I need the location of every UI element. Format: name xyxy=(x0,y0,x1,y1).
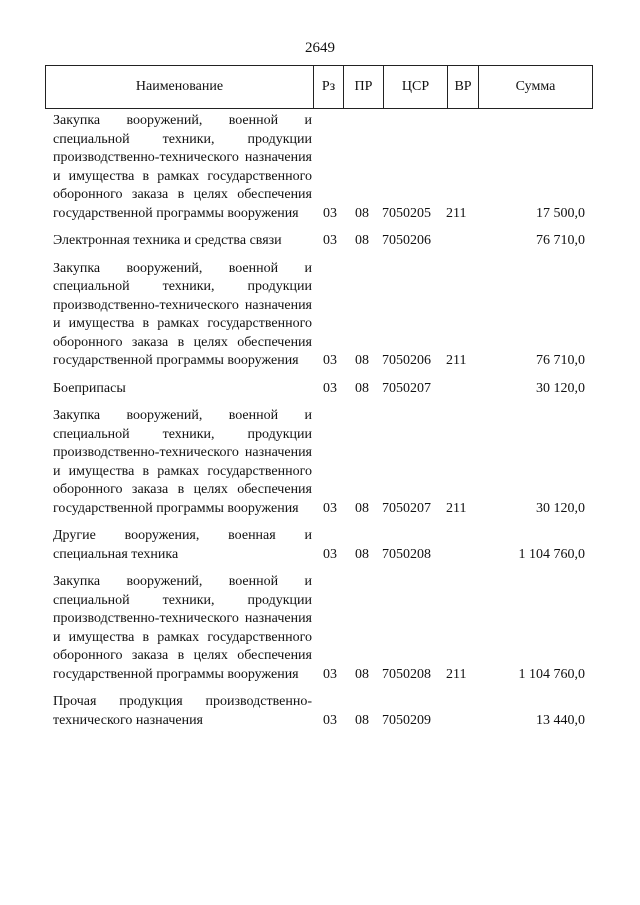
header-name: Наименование xyxy=(135,79,224,94)
row-pr: 08 xyxy=(355,380,369,396)
table-row xyxy=(53,693,593,730)
row-sum: 30 120,0 xyxy=(536,500,585,516)
row-sum: 30 120,0 xyxy=(536,380,585,396)
row-name: Прочая продукция производственно-технического назначения xyxy=(53,694,312,728)
table-row xyxy=(53,232,593,251)
row-name: Другие вооружения, военная и специальная техника xyxy=(53,528,312,562)
header-csr: ЦСР xyxy=(383,66,447,108)
row-rz: 03 xyxy=(323,666,337,682)
header-rz: Рз xyxy=(313,66,343,108)
row-csr: 7050207 xyxy=(382,380,431,396)
row-csr: 7050206 xyxy=(382,233,431,248)
row-name: Боеприпасы xyxy=(53,380,126,396)
row-name: Электронная техника и средства связи xyxy=(53,233,282,248)
row-pr: 08 xyxy=(355,666,369,682)
table-row xyxy=(53,573,593,684)
row-pr: 08 xyxy=(355,353,369,368)
row-pr: 08 xyxy=(355,546,369,562)
row-rz: 03 xyxy=(323,205,337,221)
header-vr: ВР xyxy=(447,66,478,108)
table-row xyxy=(53,527,593,564)
page-number: 2649 xyxy=(305,40,335,56)
row-name: Закупка вооружений, военной и специальной техники, продукции производственно-технического назначения и имущества в рамках государственного оборонного заказа в целях обеспечения государственной программы вооружения xyxy=(53,113,312,221)
row-rz: 03 xyxy=(323,712,337,728)
row-name: Закупка вооружений, военной и специальной техники, продукции производственно-технического назначения и имущества в рамках государственного оборонного заказа в целях обеспечения государственной программы вооружения xyxy=(53,260,312,368)
row-vr: 211 xyxy=(446,500,467,516)
table-row xyxy=(53,112,593,223)
row-rz: 03 xyxy=(323,380,337,396)
table-row xyxy=(53,260,593,371)
row-pr: 08 xyxy=(355,233,369,248)
row-name: Закупка вооружений, военной и специальной техники, продукции производственно-технического назначения и имущества в рамках государственного оборонного заказа в целях обеспечения государственной программы вооружения xyxy=(53,574,312,682)
row-vr: 211 xyxy=(446,666,467,682)
row-vr: 211 xyxy=(446,353,467,368)
row-csr: 7050208 xyxy=(382,666,431,682)
row-rz: 03 xyxy=(323,353,337,368)
header-sum: Сумма xyxy=(478,66,592,108)
row-rz: 03 xyxy=(323,233,337,248)
row-csr: 7050206 xyxy=(382,353,431,368)
row-pr: 08 xyxy=(355,712,369,728)
row-sum: 1 104 760,0 xyxy=(518,666,585,682)
row-sum: 13 440,0 xyxy=(536,712,585,728)
header-pr: ПР xyxy=(343,66,383,108)
row-sum: 76 710,0 xyxy=(536,353,585,368)
row-csr: 7050205 xyxy=(382,205,431,221)
table-header xyxy=(45,65,593,109)
row-vr: 211 xyxy=(446,205,467,221)
row-rz: 03 xyxy=(323,500,337,516)
table-row xyxy=(53,407,593,518)
table-row xyxy=(53,380,593,399)
row-csr: 7050208 xyxy=(382,546,431,562)
row-sum: 17 500,0 xyxy=(536,205,585,221)
row-rz: 03 xyxy=(323,546,337,562)
table-body xyxy=(53,112,593,739)
row-pr: 08 xyxy=(355,205,369,221)
row-csr: 7050209 xyxy=(382,712,431,728)
row-sum: 1 104 760,0 xyxy=(518,546,585,562)
row-pr: 08 xyxy=(355,500,369,516)
row-csr: 7050207 xyxy=(382,500,431,516)
row-name: Закупка вооружений, военной и специальной техники, продукции производственно-технического назначения и имущества в рамках государственного оборонного заказа в целях обеспечения государственной программы вооружения xyxy=(53,408,312,516)
row-sum: 76 710,0 xyxy=(536,233,585,248)
